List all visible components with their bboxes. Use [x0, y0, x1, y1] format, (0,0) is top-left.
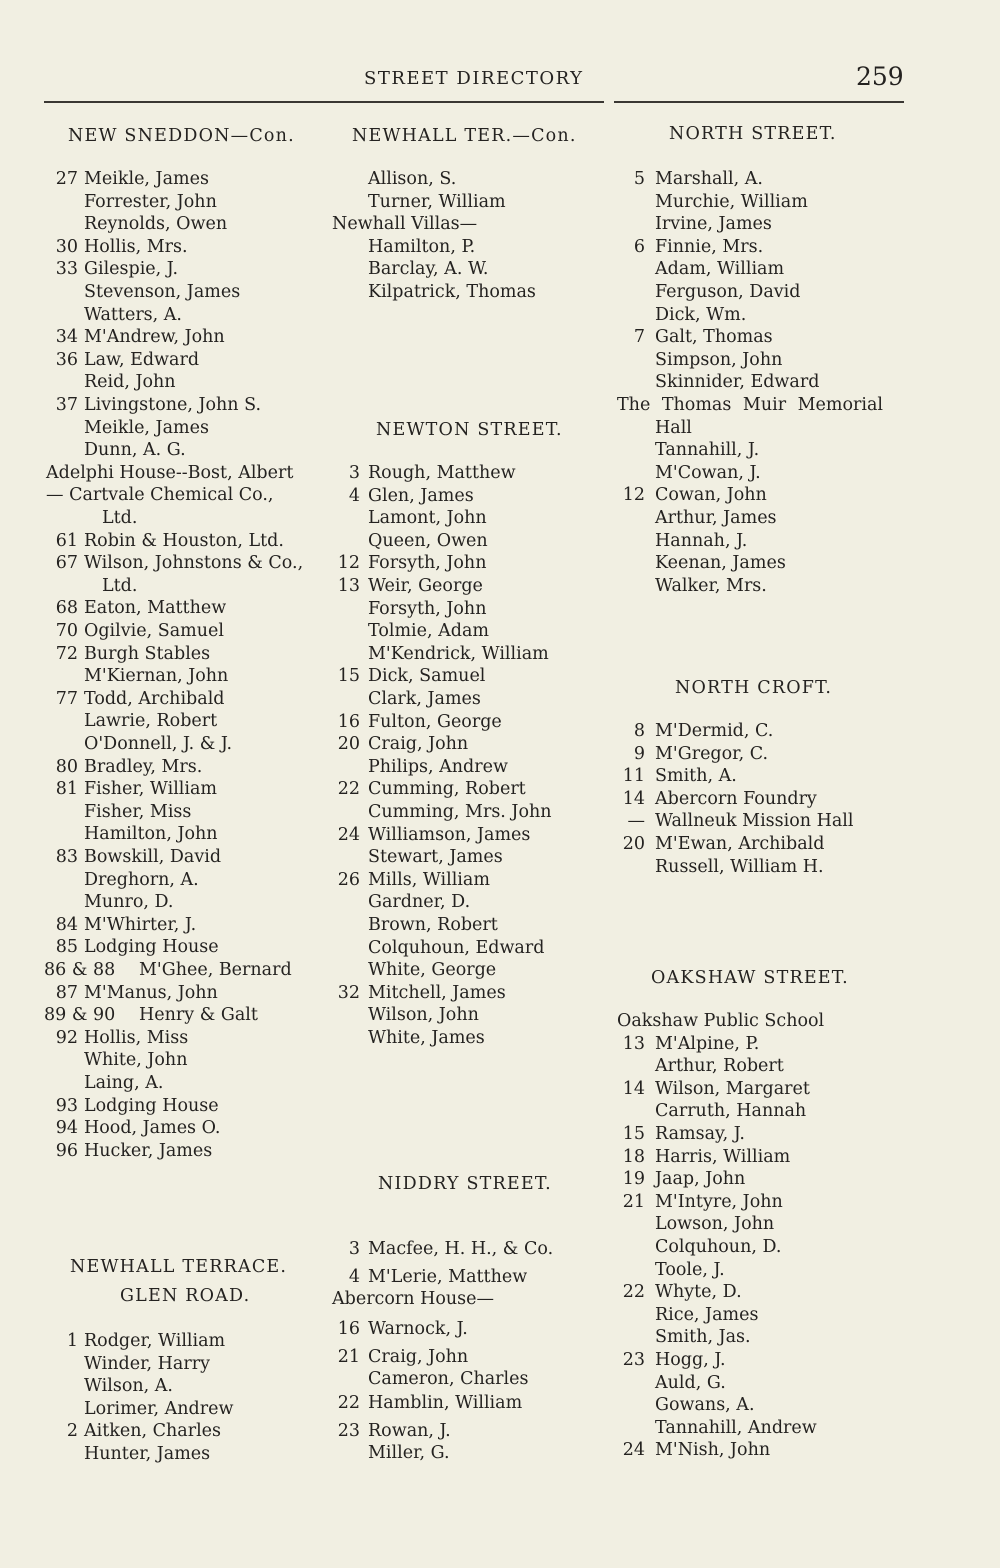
occupant-stewart-james: Stewart, James: [368, 847, 503, 868]
occupant-eaton-matthew: Eaton, Matthew: [84, 598, 227, 619]
occupant-weir-george: Weir, George: [368, 576, 483, 596]
house-number: 24: [622, 1440, 645, 1461]
occupant-wallneuk-mission-hall: Wallneuk Mission Hall: [655, 811, 854, 832]
occupant-dunn-a-g: Dunn, A. G.: [84, 440, 186, 461]
occupant-hunter-james: Hunter, James: [84, 1444, 211, 1464]
occupant-mitchell-james: Mitchell, James: [368, 982, 506, 1003]
occupant-forrester-john: Forrester, John: [84, 191, 217, 212]
occupant-cameron-charles: Cameron, Charles: [368, 1369, 529, 1389]
occupant-hood-james-o: Hood, James O.: [84, 1118, 221, 1139]
house-number: 12: [622, 485, 645, 506]
house-number: 81: [55, 779, 78, 800]
occupant-hollis-miss: Hollis, Miss: [84, 1027, 189, 1048]
occupant-m-nish-john: M'Nish, John: [655, 1440, 771, 1461]
occupant-oakshaw-public-school: Oakshaw Public School: [617, 1011, 825, 1031]
occupant-dick-wm: Dick, Wm.: [655, 304, 747, 325]
occupant-forsyth-john: Forsyth, John: [368, 553, 487, 574]
occupant-ogilvie-samuel: Ogilvie, Samuel: [84, 621, 224, 641]
occupant-colquhoun-d: Colquhoun, D.: [655, 1237, 782, 1257]
house-number: 4: [348, 1267, 360, 1287]
street-heading: NEWHALL TER.—Con.: [352, 126, 577, 146]
occupant-dreghorn-a: Dreghorn, A.: [84, 869, 199, 890]
occupant-skinnider-edward: Skinnider, Edward: [655, 372, 820, 393]
house-number: 89 & 90: [44, 1005, 116, 1026]
occupant-adelphi-house-bost-albert: Adelphi House--Bost, Albert: [46, 462, 294, 483]
house-number: 30: [55, 236, 78, 257]
occupant-smith-a: Smith, A.: [655, 766, 737, 787]
occupant-rowan-j: Rowan, J.: [368, 1421, 451, 1441]
occupant-wilson-margaret: Wilson, Margaret: [655, 1078, 810, 1099]
occupant-lodging-house: Lodging House: [84, 1095, 219, 1116]
occupant-tannahill-j: Tannahill, J.: [655, 440, 760, 461]
occupant-toole-j: Toole, J.: [655, 1259, 725, 1280]
occupant-m-cowan-j: M'Cowan, J.: [655, 462, 761, 483]
house-number: 8: [633, 721, 645, 741]
occupant-ferguson-david: Ferguson, David: [655, 282, 801, 302]
header-rule: [44, 101, 604, 103]
occupant-wilson-a: Wilson, A.: [84, 1376, 173, 1397]
house-number: 20: [622, 834, 645, 854]
occupant-rough-matthew: Rough, Matthew: [368, 463, 516, 483]
house-number: 18: [622, 1146, 645, 1167]
occupant-fisher-william: Fisher, William: [84, 779, 218, 800]
street-heading: NIDDRY STREET.: [378, 1174, 552, 1194]
occupant-smith-jas: Smith, Jas.: [655, 1327, 751, 1348]
occupant-arthur-robert: Arthur, Robert: [655, 1056, 784, 1077]
house-number: 24: [337, 824, 360, 845]
occupant-newhall-villas: Newhall Villas—: [332, 214, 478, 235]
occupant-lawrie-robert: Lawrie, Robert: [84, 711, 218, 732]
house-number: 83: [55, 847, 78, 867]
house-number: 11: [622, 766, 645, 787]
house-number: 84: [55, 914, 78, 935]
occupant-keenan-james: Keenan, James: [655, 553, 786, 574]
occupant-barclay-a-w: Barclay, A. W.: [368, 259, 489, 280]
occupant-auld-g: Auld, G.: [655, 1372, 726, 1393]
house-number: 4: [348, 485, 360, 506]
occupant-walker-mrs: Walker, Mrs.: [655, 575, 767, 596]
occupant-russell-william-h: Russell, William H.: [655, 856, 824, 877]
occupant-m-ghee-bernard: M'Ghee, Bernard: [139, 960, 292, 980]
house-number: 87: [55, 982, 78, 1003]
occupant-lodging-house: Lodging House: [84, 937, 219, 958]
occupant-lamont-john: Lamont, John: [368, 508, 487, 529]
house-number: 16: [337, 1319, 360, 1339]
occupant-jaap-john: Jaap, John: [655, 1169, 746, 1190]
occupant-abercorn-foundry: Abercorn Foundry: [655, 788, 817, 809]
occupant-m-whirter-j: M'Whirter, J.: [84, 914, 197, 935]
street-heading: NEW SNEDDON—Con.: [68, 126, 295, 146]
house-number: 21: [622, 1191, 645, 1212]
house-number: 85: [55, 937, 78, 958]
house-number: 12: [337, 553, 360, 574]
occupant-livingstone-john-s: Livingstone, John S.: [84, 395, 262, 415]
occupant-clark-james: Clark, James: [368, 689, 481, 709]
house-number: 19: [622, 1169, 645, 1190]
house-number: 27: [55, 169, 78, 189]
occupant-m-kendrick-william: M'Kendrick, William: [368, 643, 549, 664]
house-number: 86 & 88: [44, 960, 116, 980]
house-number: 92: [55, 1027, 78, 1048]
street-heading: NORTH STREET.: [669, 124, 837, 144]
occupant-rodger-william: Rodger, William: [84, 1331, 226, 1351]
house-number: —: [627, 811, 645, 832]
occupant-todd-archibald: Todd, Archibald: [84, 688, 225, 709]
house-number: 15: [337, 666, 360, 687]
occupant-ramsay-j: Ramsay, J.: [655, 1124, 745, 1144]
occupant-m-intyre-john: M'Intyre, John: [655, 1191, 783, 1212]
occupant-turner-william: Turner, William: [368, 191, 506, 212]
house-number: 21: [337, 1347, 360, 1367]
house-number: 20: [337, 734, 360, 755]
page-number: 259: [856, 62, 904, 91]
house-number: 13: [337, 576, 360, 596]
occupant-glen-james: Glen, James: [368, 485, 474, 506]
occupant-gilespie-j: Gilespie, J.: [84, 259, 179, 280]
house-number: 37: [55, 395, 78, 415]
occupant-m-gregor-c: M'Gregor, C.: [655, 743, 769, 764]
house-number: 9: [633, 743, 645, 764]
occupant-white-george: White, George: [368, 960, 497, 981]
occupant-philips-andrew: Philips, Andrew: [368, 756, 508, 777]
occupant-reynolds-owen: Reynolds, Owen: [84, 214, 228, 235]
occupant-meikle-james: Meikle, James: [84, 169, 209, 189]
occupant-m-alpine-p: M'Alpine, P.: [655, 1033, 760, 1054]
occupant-cumming-mrs-john: Cumming, Mrs. John: [368, 802, 552, 822]
house-number: 34: [55, 327, 78, 348]
occupant-abercorn-house: Abercorn House—: [332, 1289, 495, 1309]
occupant-munro-d: Munro, D.: [84, 892, 174, 913]
house-number: 80: [55, 756, 78, 777]
occupant-m-ewan-archibald: M'Ewan, Archibald: [655, 834, 825, 854]
running-title: STREET DIRECTORY: [364, 68, 584, 89]
occupant-macfee-h-h-co: Macfee, H. H., & Co.: [368, 1239, 554, 1259]
occupant-murchie-william: Murchie, William: [655, 191, 808, 212]
occupant-laing-a: Laing, A.: [84, 1073, 164, 1093]
occupant-rice-james: Rice, James: [655, 1304, 759, 1325]
occupant-meikle-james: Meikle, James: [84, 417, 209, 438]
house-number: 14: [622, 1078, 645, 1099]
occupant-watters-a: Watters, A.: [84, 304, 182, 325]
occupant-robin-houston-ltd: Robin & Houston, Ltd.: [84, 530, 284, 551]
occupant-o-donnell-j-j: O'Donnell, J. & J.: [84, 734, 233, 754]
header-rule: [614, 101, 904, 103]
occupant-law-edward: Law, Edward: [84, 349, 200, 370]
occupant-adam-william: Adam, William: [655, 259, 785, 280]
occupant-m-kiernan-john: M'Kiernan, John: [84, 666, 229, 687]
occupant-hucker-james: Hucker, James: [84, 1140, 213, 1161]
occupant-finnie-mrs: Finnie, Mrs.: [655, 236, 764, 257]
occupant-cartvale-chemical-co: — Cartvale Chemical Co.,: [46, 485, 274, 506]
occupant-miller-g: Miller, G.: [368, 1443, 450, 1463]
occupant-williamson-james: Williamson, James: [368, 824, 531, 845]
house-number: 13: [622, 1033, 645, 1054]
occupant-fisher-miss: Fisher, Miss: [84, 801, 192, 822]
page-header: [0, 62, 1000, 102]
house-number: 14: [622, 788, 645, 809]
occupant-white-james: White, James: [368, 1028, 485, 1048]
occupant-whyte-d: Whyte, D.: [655, 1282, 742, 1303]
occupant-galt-thomas: Galt, Thomas: [655, 327, 773, 348]
occupant-carruth-hannah: Carruth, Hannah: [655, 1101, 807, 1122]
occupant-arthur-james: Arthur, James: [655, 508, 777, 528]
occupant-kilpatrick-thomas: Kilpatrick, Thomas: [368, 282, 536, 302]
occupant-marshall-a: Marshall, A.: [655, 169, 763, 189]
occupant-colquhoun-edward: Colquhoun, Edward: [368, 937, 545, 958]
house-number: 26: [337, 869, 360, 890]
house-number: 36: [55, 349, 78, 370]
occupant-warnock-j: Warnock, J.: [368, 1319, 468, 1339]
occupant-irvine-james: Irvine, James: [655, 214, 772, 235]
house-number: 1: [66, 1331, 78, 1351]
occupant-stevenson-james: Stevenson, James: [84, 282, 241, 302]
occupant-brown-robert: Brown, Robert: [368, 915, 498, 935]
occupant-burgh-stables: Burgh Stables: [84, 643, 211, 664]
occupant-white-john: White, John: [84, 1050, 188, 1071]
occupant-cumming-robert: Cumming, Robert: [368, 779, 526, 800]
occupant-queen-owen: Queen, Owen: [368, 530, 488, 551]
occupant-ltd: Ltd.: [102, 575, 138, 596]
occupant-gowans-a: Gowans, A.: [655, 1395, 755, 1416]
occupant-the-thomas-muir-memorial: The Thomas Muir Memorial: [617, 395, 884, 415]
house-number: 68: [55, 598, 78, 619]
occupant-m-lerie-matthew: M'Lerie, Matthew: [368, 1267, 528, 1287]
house-number: 16: [337, 711, 360, 732]
occupant-ltd: Ltd.: [102, 508, 138, 528]
occupant-wilson-johnstons-co: Wilson, Johnstons & Co.,: [84, 553, 304, 574]
occupant-m-andrew-john: M'Andrew, John: [84, 327, 225, 348]
street-heading: NORTH CROFT.: [675, 678, 833, 698]
house-number: 67: [55, 553, 78, 574]
house-number: 22: [337, 1393, 360, 1413]
street-subheading: GLEN ROAD.: [120, 1286, 251, 1306]
house-number: 94: [55, 1118, 78, 1139]
occupant-hall: Hall: [655, 417, 692, 438]
occupant-hamilton-p: Hamilton, P.: [368, 236, 476, 257]
occupant-hamblin-william: Hamblin, William: [368, 1393, 523, 1413]
occupant-hannah-j: Hannah, J.: [655, 530, 748, 551]
occupant-lorimer-andrew: Lorimer, Andrew: [84, 1398, 234, 1419]
occupant-tolmie-adam: Tolmie, Adam: [368, 621, 489, 642]
house-number: 22: [622, 1282, 645, 1303]
occupant-simpson-john: Simpson, John: [655, 349, 783, 370]
house-number: 33: [55, 259, 78, 280]
occupant-hamilton-john: Hamilton, John: [84, 824, 218, 845]
house-number: 23: [337, 1421, 360, 1441]
occupant-reid-john: Reid, John: [84, 372, 176, 393]
occupant-forsyth-john: Forsyth, John: [368, 598, 487, 619]
occupant-allison-s: Allison, S.: [368, 169, 457, 189]
occupant-fulton-george: Fulton, George: [368, 711, 502, 732]
occupant-tannahill-andrew: Tannahill, Andrew: [655, 1417, 817, 1438]
occupant-mills-william: Mills, William: [368, 869, 490, 890]
house-number: 72: [55, 643, 78, 664]
house-number: 22: [337, 779, 360, 800]
house-number: 93: [55, 1095, 78, 1116]
house-number: 5: [633, 169, 645, 189]
occupant-bowskill-david: Bowskill, David: [84, 847, 222, 867]
street-heading: NEWTON STREET.: [376, 420, 563, 440]
house-number: 3: [348, 1239, 360, 1259]
occupant-lowson-john: Lowson, John: [655, 1214, 775, 1235]
occupant-hollis-mrs: Hollis, Mrs.: [84, 236, 188, 257]
house-number: 2: [66, 1421, 78, 1442]
occupant-cowan-john: Cowan, John: [655, 485, 767, 506]
house-number: 32: [337, 982, 360, 1003]
occupant-bradley-mrs: Bradley, Mrs.: [84, 756, 203, 777]
occupant-craig-john: Craig, John: [368, 1347, 469, 1367]
occupant-wilson-john: Wilson, John: [368, 1005, 479, 1026]
street-heading: OAKSHAW STREET.: [651, 968, 849, 988]
street-heading: NEWHALL TERRACE.: [70, 1257, 288, 1277]
occupant-hogg-j: Hogg, J.: [655, 1350, 726, 1370]
house-number: 96: [55, 1140, 78, 1161]
house-number: 15: [622, 1124, 645, 1144]
occupant-henry-galt: Henry & Galt: [139, 1005, 258, 1026]
house-number: 77: [55, 688, 78, 709]
occupant-m-dermid-c: M'Dermid, C.: [655, 721, 774, 741]
occupant-winder-harry: Winder, Harry: [84, 1353, 210, 1374]
house-number: 61: [55, 530, 78, 551]
house-number: 23: [622, 1350, 645, 1370]
house-number: 70: [55, 621, 78, 641]
occupant-m-manus-john: M'Manus, John: [84, 982, 218, 1003]
occupant-gardner-d: Gardner, D.: [368, 892, 471, 913]
occupant-craig-john: Craig, John: [368, 734, 469, 755]
house-number: 7: [633, 327, 645, 348]
occupant-dick-samuel: Dick, Samuel: [368, 666, 486, 687]
house-number: 3: [348, 463, 360, 483]
house-number: 6: [633, 236, 645, 257]
occupant-aitken-charles: Aitken, Charles: [84, 1421, 222, 1442]
occupant-harris-william: Harris, William: [655, 1146, 791, 1167]
